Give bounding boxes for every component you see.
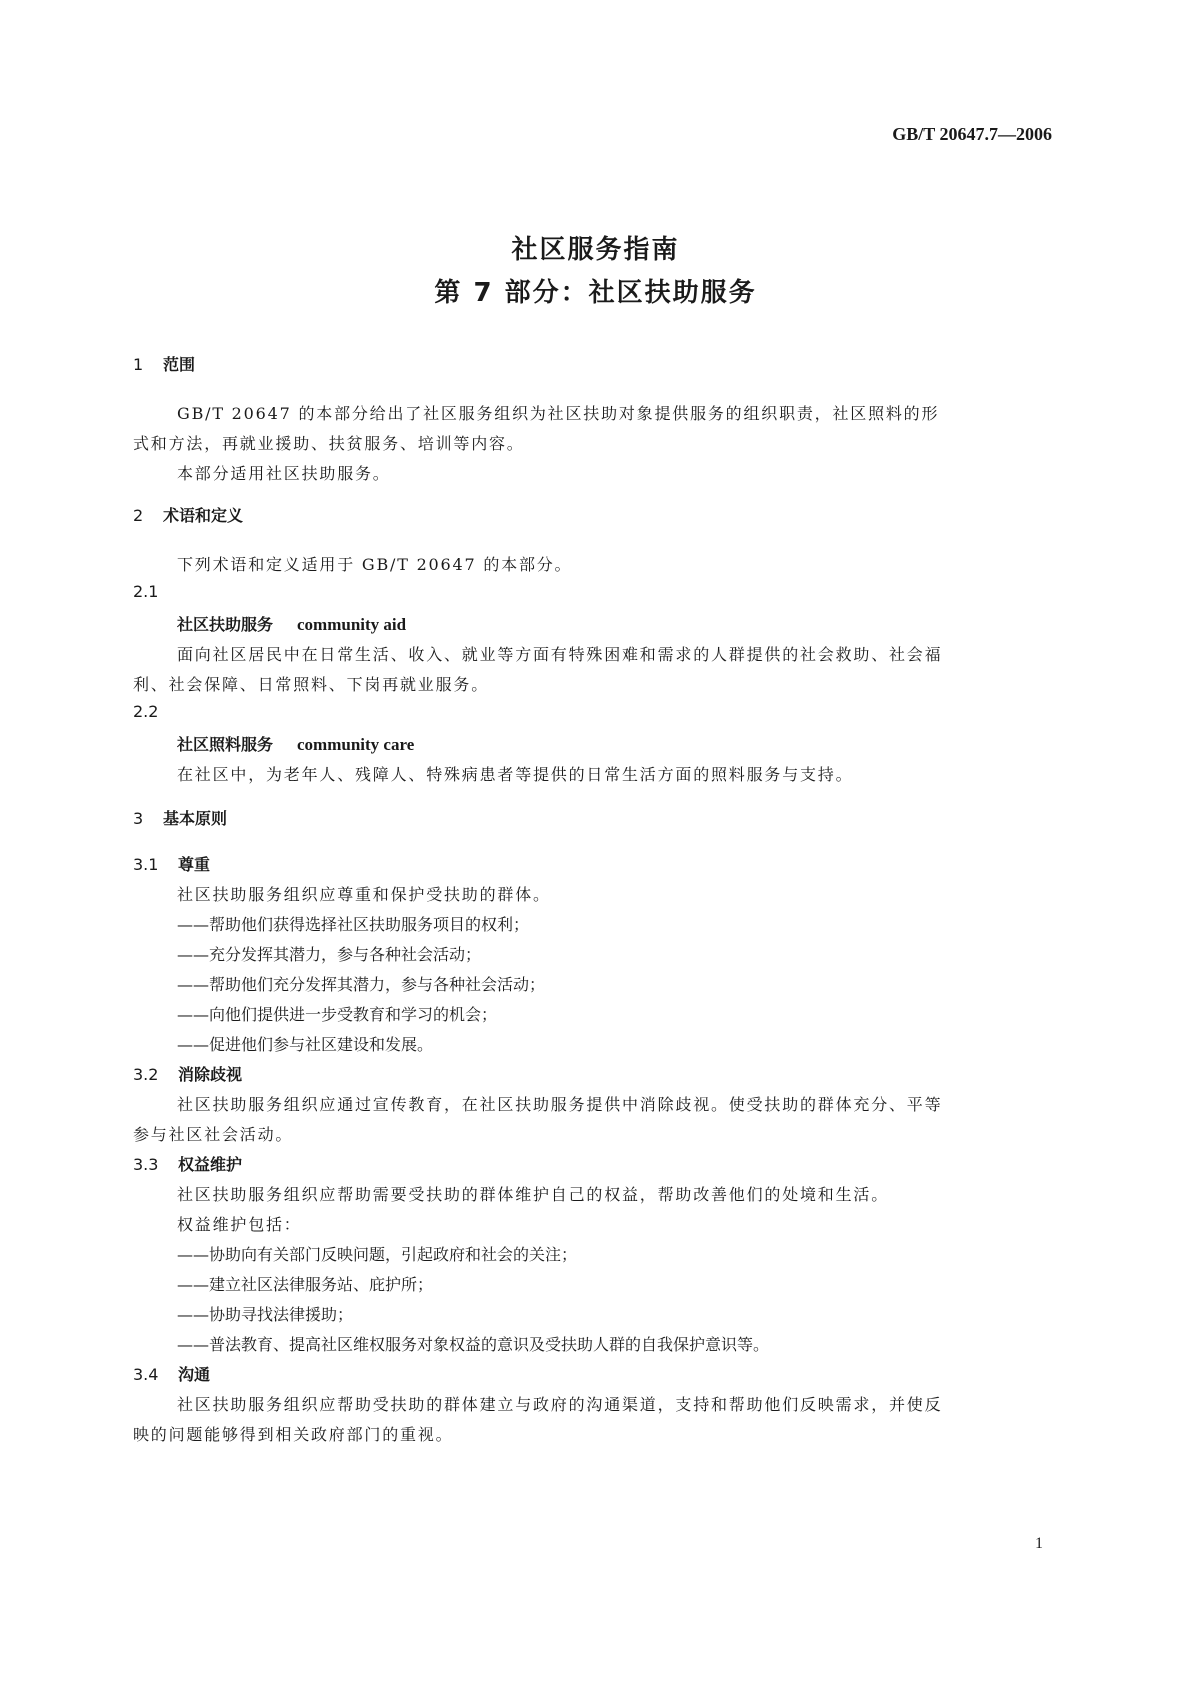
list-item: ——帮助他们获得选择社区扶助服务项目的权利； xyxy=(177,915,530,934)
subsection-3-1-heading xyxy=(133,852,210,875)
term-chinese: 社区扶助服务 xyxy=(177,615,274,634)
paragraph: 社区扶助服务组织应帮助受扶助的群体建立与政府的沟通渠道，支持和帮助他们反映需求，并使反 xyxy=(177,1395,943,1414)
subsection-number: 3.1 xyxy=(133,855,159,874)
term-number: 2.1 xyxy=(133,582,159,601)
subsection-title: 沟通 xyxy=(178,1365,211,1384)
subsection-number: 3.4 xyxy=(133,1365,159,1384)
list-item: ——协助向有关部门反映问题，引起政府和社会的关注； xyxy=(177,1245,578,1264)
term-english: community care xyxy=(297,735,415,754)
paragraph-continued: 映的问题能够得到相关政府部门的重视。 xyxy=(133,1425,454,1444)
term-definition-continued: 利、社会保障、日常照料、下岗再就业服务。 xyxy=(133,675,490,694)
paragraph: 社区扶助服务组织应帮助需要受扶助的群体维护自己的权益，帮助改善他们的处境和生活。 xyxy=(177,1185,890,1204)
paragraph: 下列术语和定义适用于 GB/T 20647 的本部分。 xyxy=(177,555,573,574)
section-2-heading xyxy=(133,503,243,526)
term-definition: 面向社区居民中在日常生活、收入、就业等方面有特殊困难和需求的人群提供的社会救助、社会福 xyxy=(177,645,943,664)
list-item: ——普法教育、提高社区维权服务对象权益的意识及受扶助人群的自我保护意识等。 xyxy=(177,1335,770,1354)
section-title: 范围 xyxy=(163,355,196,374)
subsection-number: 3.3 xyxy=(133,1155,159,1174)
section-number: 1 xyxy=(133,355,144,374)
term-number: 2.2 xyxy=(133,702,159,721)
section-number: 3 xyxy=(133,809,144,828)
paragraph-continued: 式和方法，再就业援助、扶贫服务、培训等内容。 xyxy=(133,434,525,453)
section-title: 基本原则 xyxy=(163,809,228,828)
subsection-3-2-heading xyxy=(133,1062,242,1085)
term-entry xyxy=(177,732,414,755)
section-title: 术语和定义 xyxy=(163,506,244,525)
term-chinese: 社区照料服务 xyxy=(177,735,274,754)
paragraph: 社区扶助服务组织应通过宣传教育，在社区扶助服务提供中消除歧视。使受扶助的群体充分、平等 xyxy=(177,1095,943,1114)
term-entry xyxy=(177,612,406,635)
term-definition: 在社区中，为老年人、残障人、特殊病患者等提供的日常生活方面的照料服务与支持。 xyxy=(177,765,854,784)
document-title: 社区服务指南 xyxy=(511,235,680,265)
section-number: 2 xyxy=(133,506,144,525)
paragraph-continued: 参与社区社会活动。 xyxy=(133,1125,294,1144)
subsection-title: 尊重 xyxy=(178,855,211,874)
paragraph: GB/T 20647 的本部分给出了社区服务组织为社区扶助对象提供服务的组织职责，社区照料的形 xyxy=(177,404,940,423)
list-item: ——向他们提供进一步受教育和学习的机会； xyxy=(177,1005,498,1024)
standard-code: GB/T 20647.7—2006 xyxy=(892,124,1052,144)
paragraph: 本部分适用社区扶助服务。 xyxy=(177,464,391,483)
list-item: ——建立社区法律服务站、庇护所； xyxy=(177,1275,434,1294)
list-item: ——帮助他们充分发挥其潜力，参与各种社会活动； xyxy=(177,975,546,994)
page-number: 1 xyxy=(1035,1535,1043,1552)
document-subtitle: 第 7 部分：社区扶助服务 xyxy=(434,278,757,308)
paragraph: 社区扶助服务组织应尊重和保护受扶助的群体。 xyxy=(177,885,551,904)
list-item: ——促进他们参与社区建设和发展。 xyxy=(177,1035,434,1054)
list-item: ——协助寻找法律援助； xyxy=(177,1305,354,1324)
section-3-heading xyxy=(133,806,227,829)
paragraph: 权益维护包括： xyxy=(177,1215,302,1234)
subsection-number: 3.2 xyxy=(133,1065,159,1084)
list-item: ——充分发挥其潜力，参与各种社会活动； xyxy=(177,945,482,964)
subsection-title: 消除歧视 xyxy=(178,1065,243,1084)
subsection-3-3-heading xyxy=(133,1152,242,1175)
subsection-title: 权益维护 xyxy=(178,1155,243,1174)
term-english: community aid xyxy=(297,615,407,634)
subsection-3-4-heading xyxy=(133,1362,210,1385)
section-1-heading xyxy=(133,352,195,375)
